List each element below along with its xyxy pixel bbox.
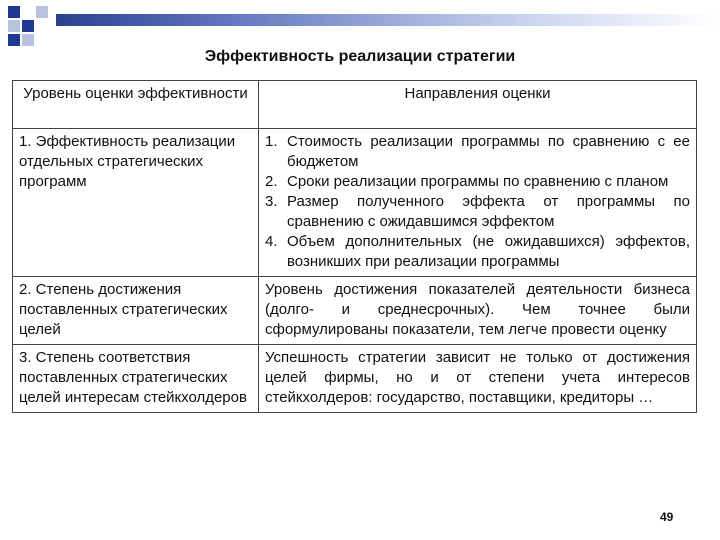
column-header-level: Уровень оценки эффективности	[13, 81, 259, 129]
header-gradient-bar	[56, 14, 720, 26]
list-item-text: Стоимость реализации программы по сравнению с ее бюджетом	[287, 133, 690, 170]
row-level-cell: 1. Эффективность реализации отдельных стратегических программ	[13, 129, 259, 277]
list-item	[265, 172, 690, 192]
list-item-text: Сроки реализации программы по сравнению с планом	[287, 173, 669, 190]
row-directions-cell: Успешность стратегии зависит не только от достижения целей фирмы, но и от степени учета интересов стейкхолдеров: государство, поставщики, кредиторы …	[259, 345, 697, 413]
table-header-row	[13, 81, 697, 129]
row-directions-cell: Уровень достижения показателей деятельности бизнеса (долго- и среднесрочных). Чем точнее были сформулированы показатели, тем легче провести оценку	[259, 277, 697, 345]
list-item-text: Объем дополнительных (не ожидавшихся) эффектов, возникших при реализации программы	[287, 233, 690, 270]
list-item	[265, 132, 690, 172]
page-title: Эффективность реализации стратегии	[204, 48, 516, 65]
list-item-number: 4.	[265, 233, 278, 250]
row-level-cell: 3. Степень соответствия поставленных стратегических целей интересам стейкхолдеров	[13, 345, 259, 413]
list-item-number: 1.	[265, 133, 278, 150]
column-header-directions: Направления оценки	[259, 81, 697, 129]
list-item-number: 3.	[265, 193, 278, 210]
list-item	[265, 192, 690, 232]
list-item-text: Размер полученного эффекта от программы по сравнению с ожидавшимся эффектом	[287, 193, 690, 230]
evaluation-table	[12, 80, 697, 413]
row-level-cell: 2. Степень достижения поставленных стратегических целей	[13, 277, 259, 345]
list-item-number: 2.	[265, 173, 278, 190]
directions-list	[265, 132, 690, 272]
table-row	[13, 277, 697, 345]
page-number: 49	[660, 510, 674, 524]
table-row	[13, 345, 697, 413]
list-item	[265, 232, 690, 272]
row-directions-cell	[259, 129, 697, 277]
table-row	[13, 129, 697, 277]
